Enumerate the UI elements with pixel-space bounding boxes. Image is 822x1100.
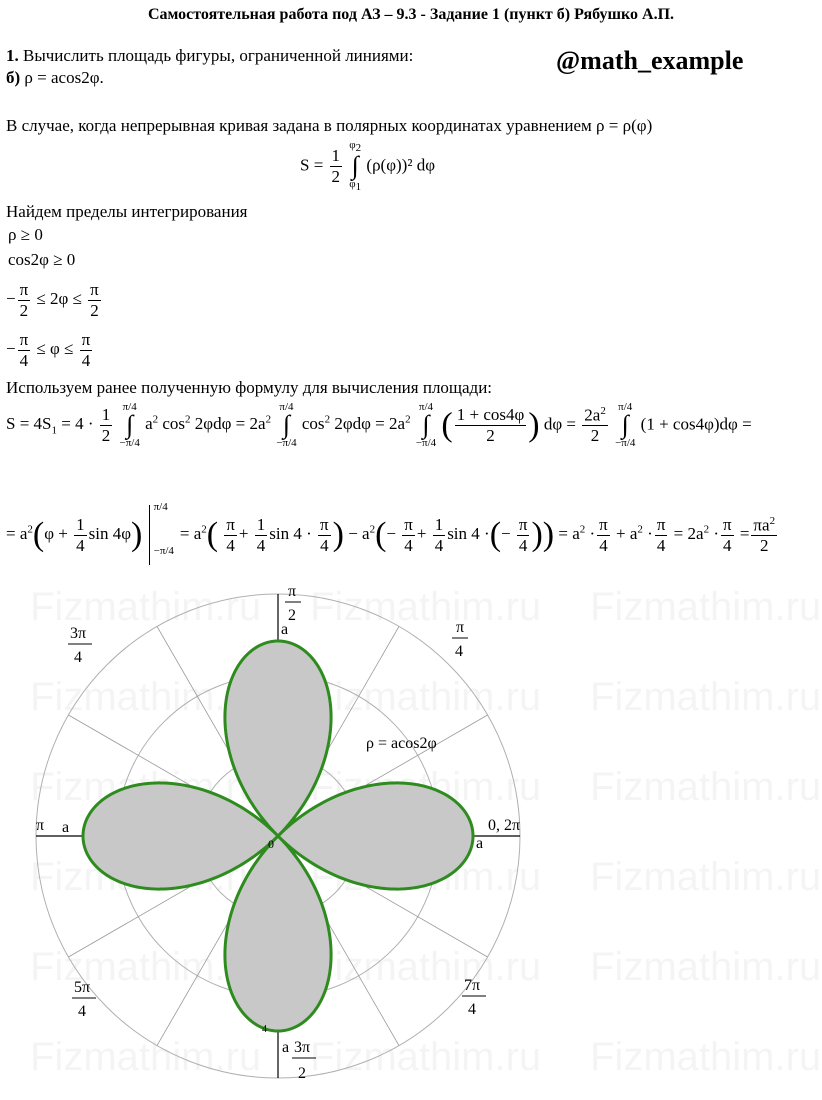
bottom-tick-label: 4	[262, 1024, 267, 1035]
svg-text:π: π	[288, 583, 297, 600]
svg-text:4: 4	[468, 1001, 476, 1018]
svg-text:4: 4	[74, 649, 82, 666]
origin-label: 0	[268, 837, 274, 851]
task-text: Вычислить площадь фигуры, ограниченной линиями:	[23, 46, 414, 65]
condition-rho: ρ ≥ 0	[8, 225, 43, 244]
watermark-text	[590, 675, 821, 719]
svg-text:4: 4	[455, 643, 463, 660]
svg-text:5π: 5π	[74, 979, 91, 996]
watermark-text	[590, 945, 821, 989]
page-title: Самостоятельная работа под АЗ – 9.3 - Задание 1 (пункт б) Рябушко А.П.	[147, 6, 675, 23]
watermark-text	[30, 585, 261, 629]
angle-label-pi-over-2	[285, 583, 301, 624]
formula-lhs: S =	[300, 155, 324, 175]
angle-label-3pi-over-4	[68, 625, 92, 666]
area-result: $\frac{\pi a^2}{2}$	[753, 514, 776, 555]
watermark-text	[590, 765, 821, 809]
svg-text:3π: 3π	[70, 625, 87, 642]
half-fraction: $\frac{1}{2}$	[331, 146, 341, 187]
svg-text:7π: 7π	[464, 977, 481, 994]
inequality-phi-mid: ≤ φ ≤	[36, 338, 74, 358]
tip-label-top: a	[281, 621, 289, 638]
task-statement	[6, 46, 413, 66]
inequality-phi: − $\frac{\pi}{4}$ ≤ φ ≤ $\frac{\pi}{4}$	[6, 330, 91, 370]
angle-label-pi: π	[36, 817, 45, 834]
watermark-text	[310, 675, 541, 719]
watermark-text	[310, 1035, 541, 1079]
area-formula	[300, 140, 435, 193]
limits-heading: Найдем пределы интегрирования	[6, 202, 248, 221]
watermark-text	[590, 1035, 821, 1079]
task-item-label: б)	[6, 68, 21, 87]
tip-label-bottom: a	[282, 1039, 290, 1056]
area-derivation-line1: $S = 4S_1 = 4$ · $\frac{1}{2}$ π/4 ∫ −π/4 $a^2$ $\cos^2 2\varphi d\varphi = 2a^2$ π/4 ∫ −π/4 $\cos^2 2\varphi d\varphi = 2a^2$ π/4 ∫ −π/4 ( $\frac{1 + \cos 4\varphi}{2}$ ) dφ = $\frac{2a^2}{2}$ π/4 ∫ −π/4 (1 + cos4φ)dφ =	[6, 401, 752, 449]
condition-cos: cos2φ ≥ 0	[8, 250, 76, 269]
author-handle: @math_example	[556, 46, 744, 75]
integral-sign: $\varphi_2$ ∫ $\varphi_1$	[349, 139, 362, 194]
watermark-text	[590, 585, 821, 629]
computation-heading: Используем ранее полученную формулу для вычисления площади:	[6, 378, 493, 397]
inequality-2phi: − $\frac{\pi}{2}$ ≤ 2φ ≤ $\frac{\pi}{2}$	[6, 280, 99, 320]
task-number: 1.	[6, 46, 19, 65]
tip-label-right: a	[476, 835, 484, 852]
watermark-text	[590, 855, 821, 899]
area-derivation-line2: = $a^2(\varphi$ + $\frac{1}{4}$ sin 4φ) π/4 −π/4 = $a^2$( $\frac{\pi}{4}$ + $\frac{1}{4}$ sin 4 · $\frac{\pi}{4}$ ) − $a^2(-$ $\frac{\pi}{4}$ + $\frac{1}{4}$ sin 4 ·(− $\frac{\pi}{4}$ )) = $a^2$ · $\frac{\pi}{4}$ + $a^2$ · $\frac{\pi}{4}$ = $2a^2$ · $\frac{\pi}{4}$ = $\frac{\pi a^2}{2}$	[6, 505, 779, 565]
tip-label-left: a	[62, 819, 70, 836]
inequality-2phi-mid: ≤ 2φ ≤	[36, 288, 82, 308]
curve-label: ρ = acos2φ	[366, 735, 437, 752]
angle-label-0: 0, 2π	[488, 817, 521, 834]
svg-text:2: 2	[298, 1065, 306, 1082]
svg-text:3π: 3π	[294, 1039, 311, 1056]
task-equation: ρ = acos2φ.	[24, 68, 104, 87]
theory-text: В случае, когда непрерывная кривая задана в полярных координатах уравнением ρ = ρ(φ)	[6, 116, 653, 135]
task-item	[6, 68, 104, 88]
watermark-text	[310, 585, 541, 629]
svg-text:4: 4	[78, 1003, 86, 1020]
svg-text:2: 2	[288, 607, 296, 624]
svg-text:π: π	[456, 619, 465, 636]
formula-body: (ρ(φ))² dφ	[366, 155, 436, 175]
polar-plot	[0, 580, 822, 1100]
